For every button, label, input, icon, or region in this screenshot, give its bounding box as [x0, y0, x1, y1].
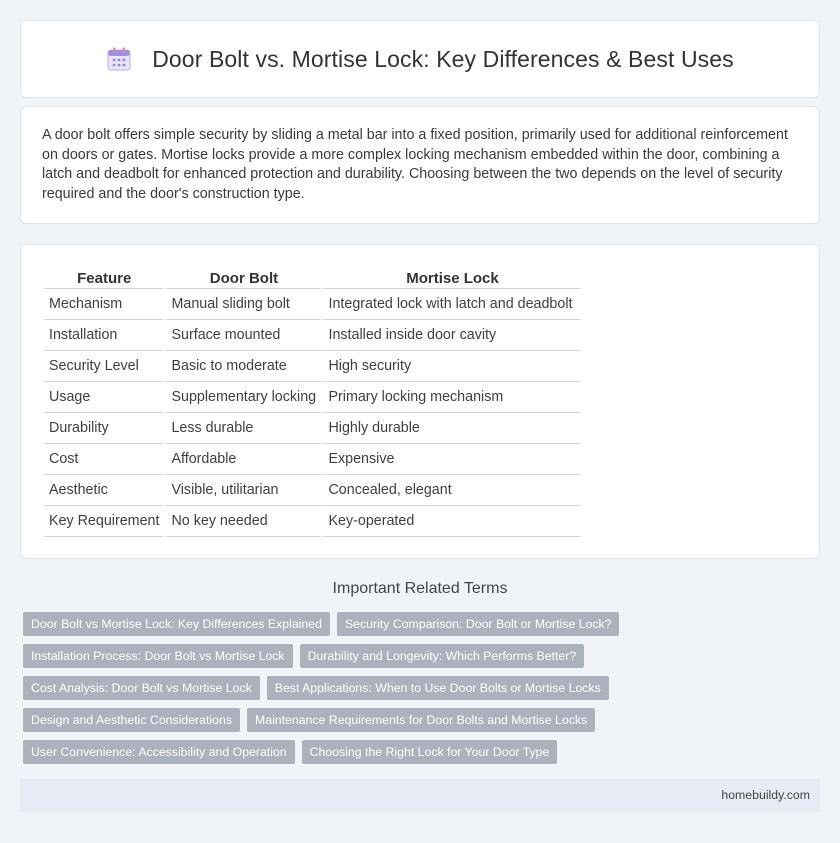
- cell-door-bolt: Visible, utilitarian: [166, 475, 321, 506]
- cell-mortise-lock: Installed inside door cavity: [323, 320, 581, 351]
- cell-mortise-lock: Integrated lock with latch and deadbolt: [323, 289, 581, 320]
- related-tags: [23, 612, 823, 764]
- header-mortise-lock: Mortise Lock: [323, 265, 581, 289]
- cell-feature: Security Level: [44, 351, 164, 382]
- comparison-card: [20, 244, 820, 559]
- intro-card: [20, 106, 820, 224]
- table-row: [44, 289, 581, 320]
- cell-door-bolt: No key needed: [166, 506, 321, 537]
- tag-user-convenience[interactable]: User Convenience: Accessibility and Operation: [23, 740, 295, 764]
- tag-cost-analysis[interactable]: Cost Analysis: Door Bolt vs Mortise Lock: [23, 676, 260, 700]
- footer-site-link[interactable]: homebuildy.com: [721, 788, 810, 802]
- calendar-icon: [106, 46, 132, 72]
- footer: [20, 779, 820, 812]
- header-card: [20, 20, 820, 98]
- tag-security-comparison[interactable]: Security Comparison: Door Bolt or Mortise Lock?: [337, 612, 620, 636]
- tag-durability-longevity[interactable]: Durability and Longevity: Which Performs Better?: [300, 644, 585, 668]
- cell-mortise-lock: High security: [323, 351, 581, 382]
- cell-door-bolt: Affordable: [166, 444, 321, 475]
- cell-door-bolt: Basic to moderate: [166, 351, 321, 382]
- cell-feature: Aesthetic: [44, 475, 164, 506]
- tag-best-applications[interactable]: Best Applications: When to Use Door Bolts or Mortise Locks: [267, 676, 609, 700]
- table-header-row: [44, 265, 581, 289]
- header-door-bolt: Door Bolt: [166, 265, 321, 289]
- cell-mortise-lock: Highly durable: [323, 413, 581, 444]
- table-row: [44, 475, 581, 506]
- intro-text: A door bolt offers simple security by sliding a metal bar into a fixed position, primarily used for additional reinforcement on doors or gates. Mortise locks provide a more complex locking mechanism embedded within the door, combining a latch and deadbolt for enhanced protection and durability. Choosing between the two depends on the level of security required and the door's construction type.: [42, 127, 788, 202]
- table-row: [44, 444, 581, 475]
- cell-feature: Cost: [44, 444, 164, 475]
- table-row: [44, 351, 581, 382]
- cell-mortise-lock: Concealed, elegant: [323, 475, 581, 506]
- page-title: Door Bolt vs. Mortise Lock: Key Differences & Best Uses: [152, 45, 734, 72]
- table-row: [44, 382, 581, 413]
- table-row: [44, 506, 581, 537]
- table-row: [44, 413, 581, 444]
- cell-mortise-lock: Key-operated: [323, 506, 581, 537]
- tag-installation-process[interactable]: Installation Process: Door Bolt vs Mortise Lock: [23, 644, 293, 668]
- table-row: [44, 320, 581, 351]
- header-feature: Feature: [44, 265, 164, 289]
- comparison-table: [42, 265, 583, 537]
- cell-feature: Durability: [44, 413, 164, 444]
- cell-mortise-lock: Primary locking mechanism: [323, 382, 581, 413]
- tag-choosing-lock[interactable]: Choosing the Right Lock for Your Door Type: [302, 740, 558, 764]
- tag-key-differences[interactable]: Door Bolt vs Mortise Lock: Key Differences Explained: [23, 612, 330, 636]
- tag-design-aesthetic[interactable]: Design and Aesthetic Considerations: [23, 708, 240, 732]
- cell-door-bolt: Surface mounted: [166, 320, 321, 351]
- title-wrap: [106, 46, 734, 73]
- cell-door-bolt: Manual sliding bolt: [166, 289, 321, 320]
- cell-feature: Key Requirement: [44, 506, 164, 537]
- cell-mortise-lock: Expensive: [323, 444, 581, 475]
- cell-door-bolt: Supplementary locking: [166, 382, 321, 413]
- cell-feature: Installation: [44, 320, 164, 351]
- cell-door-bolt: Less durable: [166, 413, 321, 444]
- cell-feature: Mechanism: [44, 289, 164, 320]
- cell-feature: Usage: [44, 382, 164, 413]
- related-terms-title: Important Related Terms: [332, 580, 508, 597]
- tag-maintenance[interactable]: Maintenance Requirements for Door Bolts and Mortise Locks: [247, 708, 595, 732]
